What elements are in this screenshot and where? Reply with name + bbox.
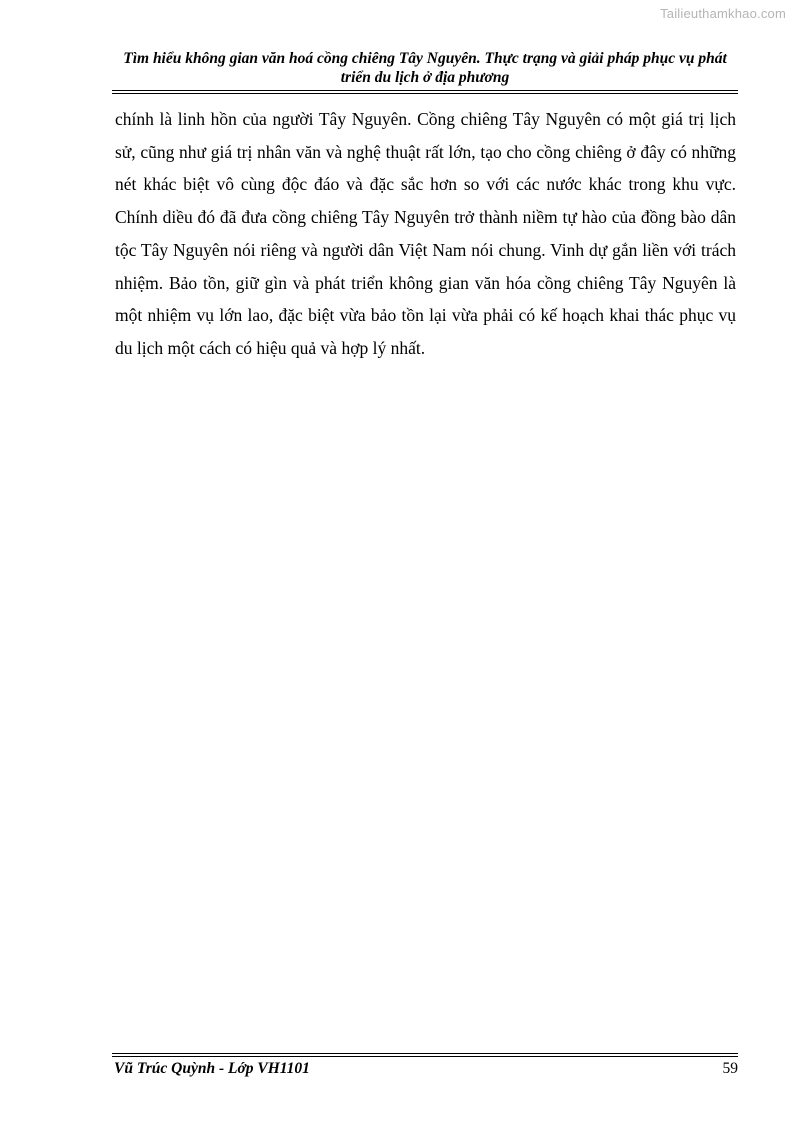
body-paragraph: chính là linh hồn của người Tây Nguyên. Cồng chiêng Tây Nguyên có một giá trị lịch sử, cũng như giá trị nhân văn và nghệ thuật rất lớn, tạo cho cồng chiêng ở đây có những nét khác biệt vô cùng độc đáo và đặc sắc hơn so với các nước khác trong khu vực. Chính diều đó đã đưa cồng chiêng Tây Nguyên trở thành niềm tự hào của đồng bào dân tộc Tây Nguyên nói riêng và người dân Việt Nam nói chung. Vinh dự gắn liền với trách nhiệm. Bảo tồn, giữ gìn và phát triển không gian văn hóa cồng chiêng Tây Nguyên là một nhiệm vụ lớn lao, đặc biệt vừa bảo tồn lại vừa phải có kế hoạch khai thác phục vụ du lịch một cách có hiệu quả và hợp lý nhất. bbox=[115, 109, 736, 358]
running-header-title: Tìm hiểu không gian văn hoá cồng chiêng Tây Nguyên. Thực trạng và giải pháp phục vụ phát triển du lịch ở địa phương bbox=[123, 50, 727, 86]
page-number: 59 bbox=[722, 1060, 738, 1077]
footer-divider bbox=[112, 1053, 738, 1057]
watermark-text: Tailieuthamkhao.com bbox=[660, 6, 786, 21]
header-divider bbox=[112, 90, 738, 94]
footer-author: Vũ Trúc Quỳnh - Lớp VH1101 bbox=[114, 1060, 310, 1077]
